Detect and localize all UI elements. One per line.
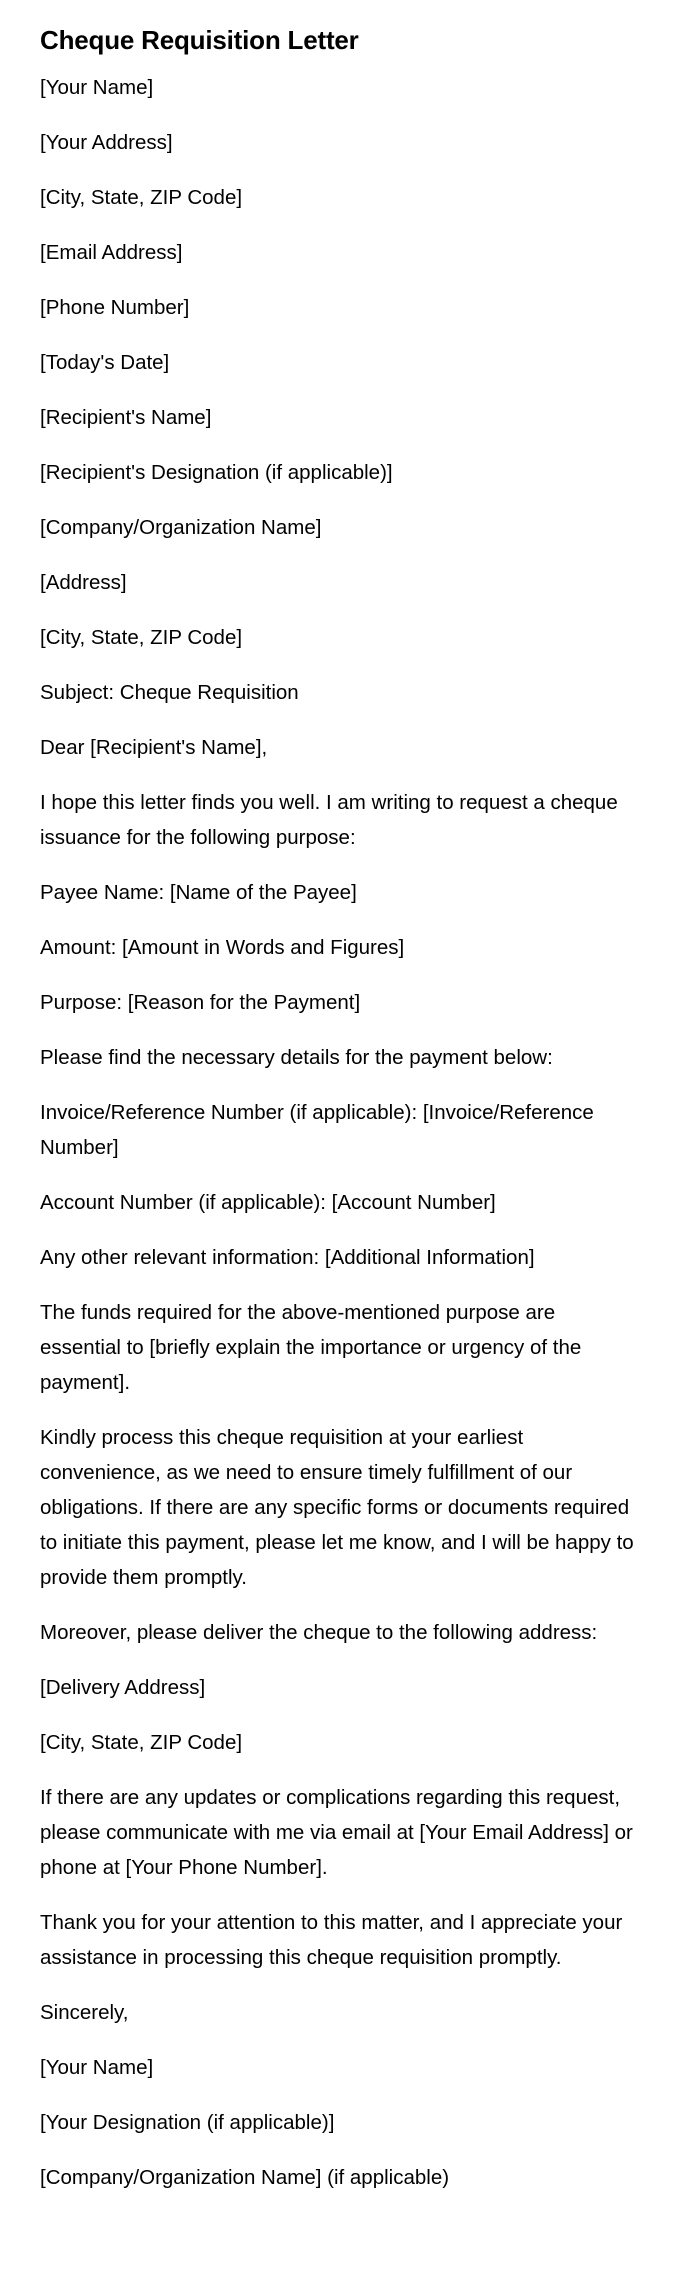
- details-intro: Please find the necessary details for the payment below:: [40, 1046, 553, 1069]
- purpose-line: Purpose: [Reason for the Payment]: [40, 991, 361, 1014]
- document-title: Cheque Requisition Letter: [40, 25, 359, 55]
- sender-email: [Email Address]: [40, 241, 183, 264]
- sender-address: [Your Address]: [40, 131, 173, 154]
- signature-name: [Your Name]: [40, 2056, 154, 2079]
- other-info-line: Any other relevant information: [Additional Information]: [40, 1246, 535, 1269]
- payee-name-line: Payee Name: [Name of the Payee]: [40, 881, 357, 904]
- salutation: Dear [Recipient's Name],: [40, 736, 268, 759]
- funds-importance-paragraph: The funds required for the above-mentioned purpose are essential to [briefly explain the importance or urgency of the payment].: [40, 1301, 582, 1394]
- recipient-city-state-zip: [City, State, ZIP Code]: [40, 626, 243, 649]
- contact-paragraph: If there are any updates or complications regarding this request, please communicate with me via email at [Your Email Address] or phone at [Your Phone Number].: [40, 1786, 633, 1879]
- account-number-line: Account Number (if applicable): [Account Number]: [40, 1191, 496, 1214]
- invoice-reference-line: Invoice/Reference Number (if applicable): [Invoice/Reference Number]: [40, 1101, 594, 1159]
- processing-request-paragraph: Kindly process this cheque requisition at your earliest convenience, as we need to ensure timely fulfillment of our obligations. If there are any specific forms or documents required to initiate this payment, please let me know, and I will be happy to provide them promptly.: [40, 1426, 634, 1589]
- letter-date: [Today's Date]: [40, 351, 170, 374]
- delivery-city-state-zip: [City, State, ZIP Code]: [40, 1731, 243, 1754]
- signature-company: [Company/Organization Name] (if applicable): [40, 2166, 450, 2189]
- recipient-designation: [Recipient's Designation (if applicable)]: [40, 461, 393, 484]
- delivery-address: [Delivery Address]: [40, 1676, 206, 1699]
- recipient-company: [Company/Organization Name]: [40, 516, 322, 539]
- recipient-address: [Address]: [40, 571, 127, 594]
- delivery-intro: Moreover, please deliver the cheque to the following address:: [40, 1621, 598, 1644]
- sender-city-state-zip: [City, State, ZIP Code]: [40, 186, 243, 209]
- intro-paragraph: I hope this letter finds you well. I am writing to request a cheque issuance for the following purpose:: [40, 791, 618, 849]
- thank-you-paragraph: Thank you for your attention to this matter, and I appreciate your assistance in processing this cheque requisition promptly.: [40, 1911, 623, 1969]
- subject-line: Subject: Cheque Requisition: [40, 681, 299, 704]
- sender-phone: [Phone Number]: [40, 296, 190, 319]
- signature-designation: [Your Designation (if applicable)]: [40, 2111, 335, 2134]
- amount-line: Amount: [Amount in Words and Figures]: [40, 936, 405, 959]
- closing: Sincerely,: [40, 2001, 129, 2024]
- letter-document: [40, 22, 640, 2215]
- sender-name: [Your Name]: [40, 76, 154, 99]
- recipient-name: [Recipient's Name]: [40, 406, 212, 429]
